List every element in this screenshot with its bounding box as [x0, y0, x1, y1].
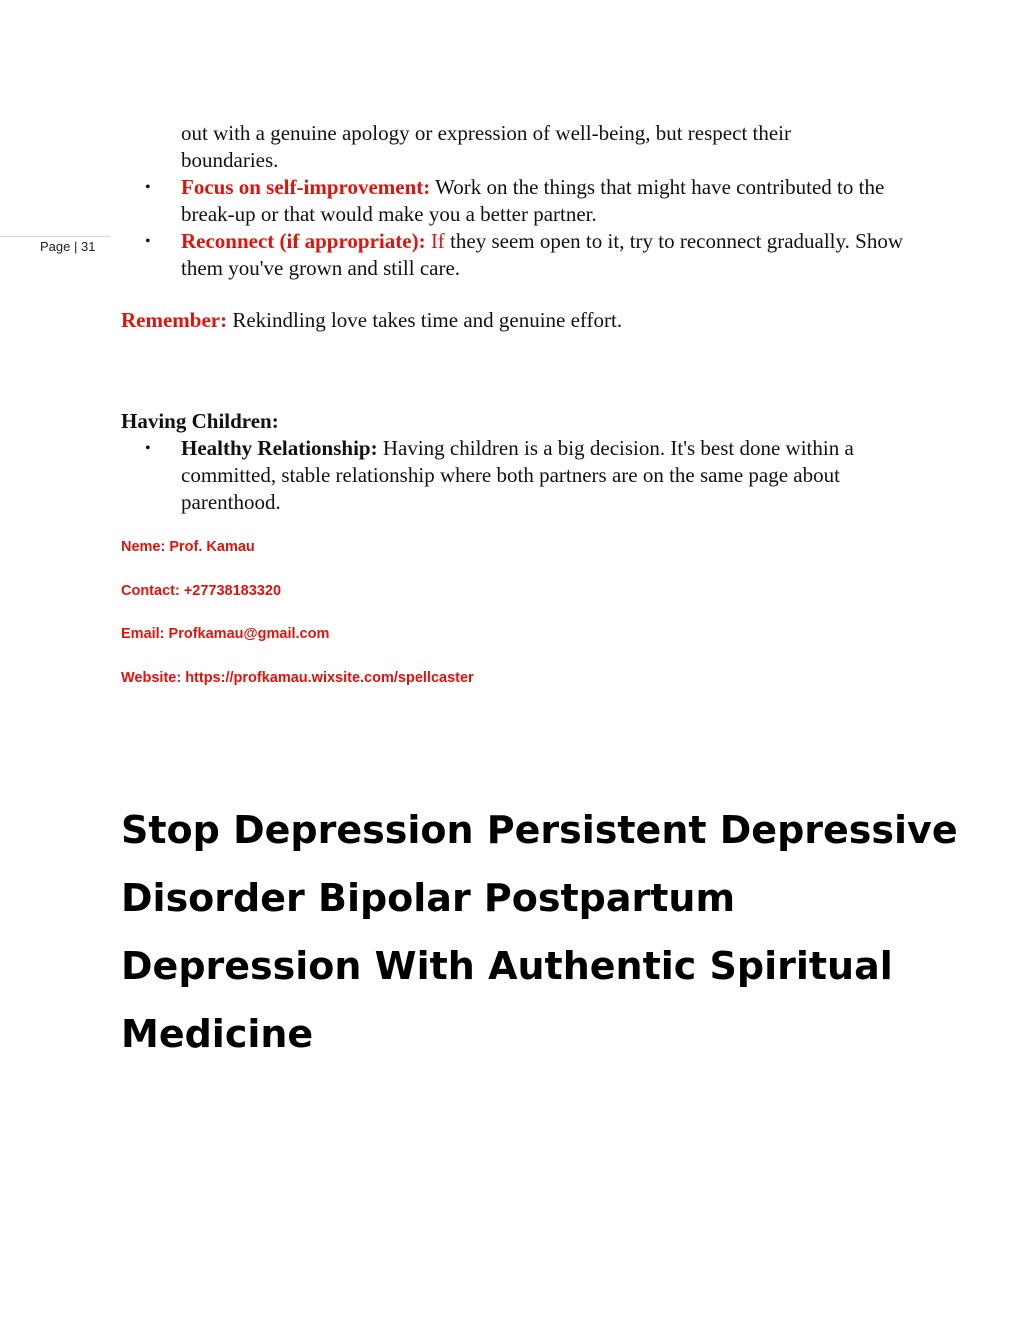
bullet-icon: •	[145, 440, 151, 457]
page-number-divider	[0, 236, 110, 237]
bullet-text: they seem open to it, try to reconnect gradually. Show them you've grown and still care.	[181, 229, 903, 280]
continuation-line-1: out with a genuine apology or expression of well-being, but respect their	[181, 121, 792, 145]
contact-phone: Contact: +27738183320	[121, 582, 282, 599]
bullet-icon: •	[145, 179, 151, 196]
contact-name: Neme: Prof. Kamau	[121, 539, 255, 555]
remember-text: Rekindling love takes time and genuine effort.	[227, 308, 623, 332]
contact-block	[121, 537, 911, 711]
list-item	[121, 435, 911, 516]
continuation-line-2: boundaries.	[181, 148, 279, 172]
list-item	[121, 228, 911, 282]
bullet-heading: Focus on self-improvement:	[181, 175, 431, 199]
bullet-text: Having children is a big decision. It's best done within a committed, stable relationship where both partners are on the same page about parenthood.	[181, 436, 854, 514]
contact-website: Website: https://profkamau.wixsite.com/spellcaster	[121, 669, 474, 686]
children-bullet-list	[121, 435, 911, 516]
page-number: Page | 31	[40, 239, 96, 254]
page-title: Stop Depression Persistent Depressive Disorder Bipolar Postpartum Depression With Authentic Spiritual Medicine	[121, 808, 958, 1056]
bullet-red-text: If	[425, 229, 445, 253]
bullet-text: Work on the things that might have contributed to the break-up or that would make you a better partner.	[181, 175, 885, 226]
bullet-heading: Healthy Relationship:	[181, 436, 378, 460]
contact-email: Email: Profkamau@gmail.com	[121, 626, 330, 642]
remember-note	[121, 307, 911, 334]
bullet-icon: •	[145, 233, 151, 250]
remember-label: Remember:	[121, 308, 228, 332]
bullet-heading: Reconnect (if appropriate):	[181, 229, 426, 253]
advice-bullet-list	[121, 174, 911, 282]
list-item	[121, 174, 911, 228]
document-body	[121, 120, 911, 711]
section-heading: Having Children:	[121, 409, 279, 433]
